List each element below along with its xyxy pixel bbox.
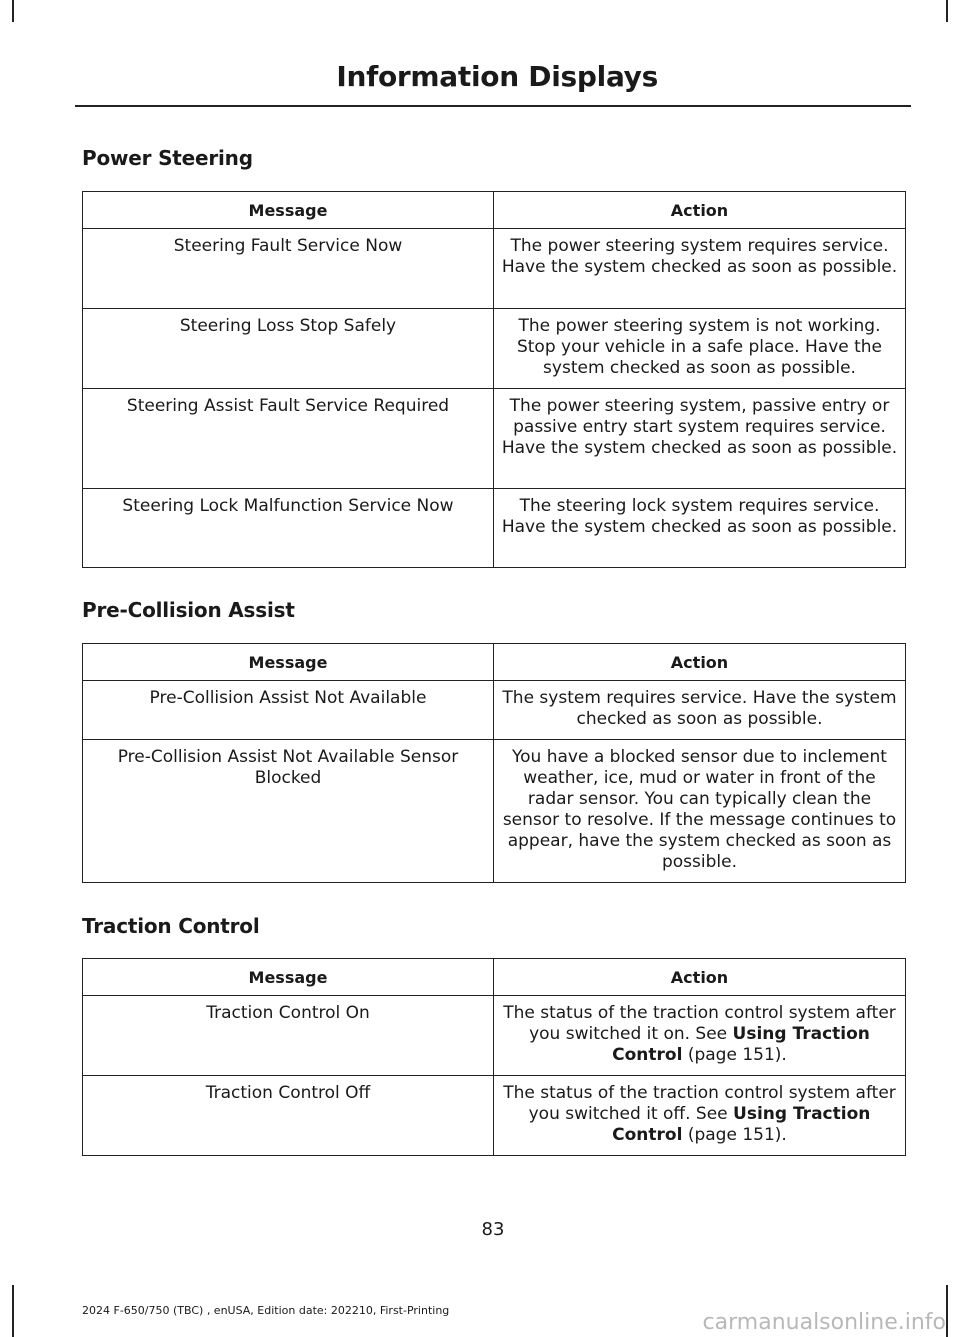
using-traction-control-link[interactable]: Using Traction Control <box>612 1024 870 1065</box>
column-header-message: Message <box>83 959 494 996</box>
table-row <box>83 1076 906 1156</box>
table-row <box>83 681 906 740</box>
edition-footer: 2024 F-650/750 (TBC) , enUSA, Edition date: 202210, First-Printing <box>82 1304 450 1317</box>
message-cell: Steering Loss Stop Safely <box>83 309 494 389</box>
message-cell: Pre-Collision Assist Not Available Sensor Blocked <box>83 740 494 883</box>
action-text: The status of the traction control system after you switched it on. See <box>503 1003 896 1044</box>
table-row <box>83 229 906 309</box>
action-cell: The power steering system requires service. Have the system checked as soon as possible. <box>494 229 906 309</box>
message-cell: Steering Assist Fault Service Required <box>83 389 494 489</box>
section-heading-traction-control: Traction Control <box>82 914 260 938</box>
watermark: carmanualsonline.info <box>702 1310 946 1335</box>
column-header-action: Action <box>494 644 906 681</box>
action-cell <box>494 996 906 1076</box>
page-reference: (page 151). <box>682 1045 787 1065</box>
message-cell: Steering Lock Malfunction Service Now <box>83 489 494 568</box>
crop-mark-bottom-right <box>946 1285 948 1337</box>
action-cell: The steering lock system requires service. Have the system checked as soon as possible. <box>494 489 906 568</box>
message-cell: Pre-Collision Assist Not Available <box>83 681 494 740</box>
table-row <box>83 389 906 489</box>
traction-control-table <box>82 958 906 1156</box>
pre-collision-assist-table <box>82 643 906 883</box>
crop-mark-bottom-left <box>12 1285 14 1337</box>
action-cell: You have a blocked sensor due to inclement weather, ice, mud or water in front of the radar sensor. You can typically clean the sensor to resolve. If the message continues to appear, have the system checked as soon as possible. <box>494 740 906 883</box>
column-header-action: Action <box>494 959 906 996</box>
using-traction-control-link[interactable]: Using Traction Control <box>612 1104 871 1145</box>
table-header-row <box>83 644 906 681</box>
column-header-action: Action <box>494 192 906 229</box>
column-header-message: Message <box>83 644 494 681</box>
table-header-row <box>83 959 906 996</box>
table-row <box>83 489 906 568</box>
crop-mark-top-left <box>12 0 14 22</box>
power-steering-table <box>82 191 906 568</box>
page-title: Information Displays <box>336 60 658 93</box>
section-heading-pre-collision-assist: Pre-Collision Assist <box>82 598 295 622</box>
column-header-message: Message <box>83 192 494 229</box>
message-cell: Traction Control On <box>83 996 494 1076</box>
table-row <box>83 740 906 883</box>
page-reference: (page 151). <box>682 1125 787 1145</box>
message-cell: Steering Fault Service Now <box>83 229 494 309</box>
section-heading-power-steering: Power Steering <box>82 146 253 170</box>
message-cell: Traction Control Off <box>83 1076 494 1156</box>
page-number: 83 <box>481 1219 505 1240</box>
action-cell: The system requires service. Have the system checked as soon as possible. <box>494 681 906 740</box>
crop-mark-top-right <box>946 0 948 22</box>
table-header-row <box>83 192 906 229</box>
table-row <box>83 309 906 389</box>
action-cell: The power steering system is not working. Stop your vehicle in a safe place. Have the system checked as soon as possible. <box>494 309 906 389</box>
table-row <box>83 996 906 1076</box>
action-cell: The power steering system, passive entry or passive entry start system requires service. Have the system checked as soon as possible. <box>494 389 906 489</box>
action-text: The status of the traction control system after you switched it off. See <box>503 1083 896 1124</box>
header-divider <box>75 105 911 107</box>
action-cell <box>494 1076 906 1156</box>
